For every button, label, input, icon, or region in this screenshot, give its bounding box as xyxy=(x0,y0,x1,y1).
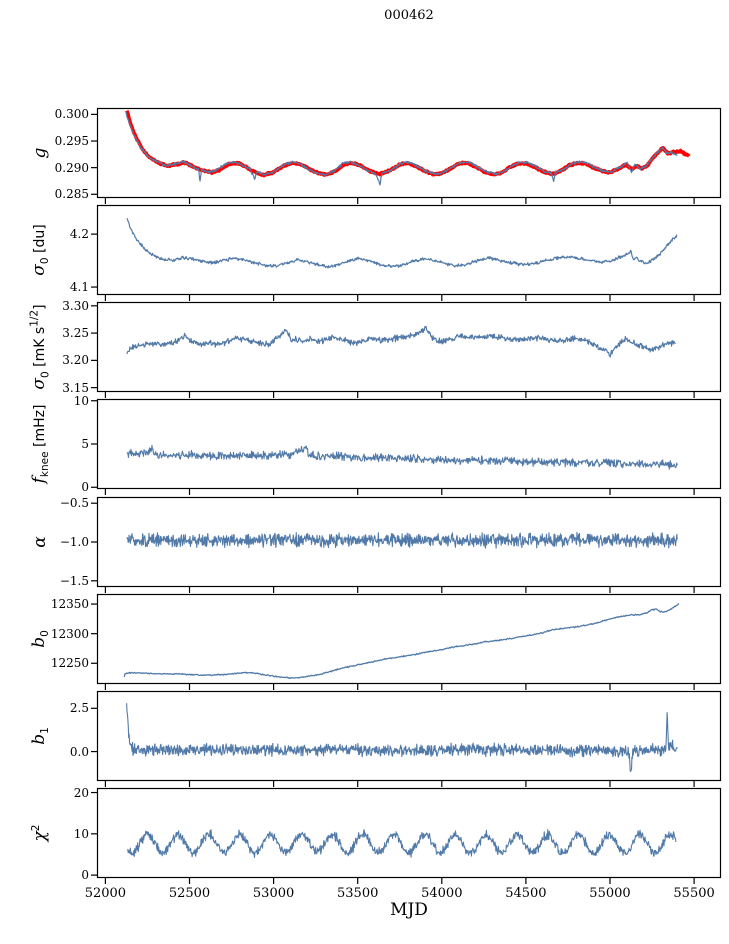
axes-frame xyxy=(98,303,721,392)
panel-alpha xyxy=(87,497,729,597)
series-sigma0-du xyxy=(127,218,677,268)
y-tick-label: 10 xyxy=(73,393,89,408)
panel-fknee xyxy=(87,399,729,499)
series-fknee xyxy=(127,445,677,469)
y-tick-label: −0.5 xyxy=(59,496,89,511)
panel-chi2 xyxy=(87,788,729,888)
y-tick-label: 4.1 xyxy=(69,280,89,295)
y-tick-label: 0.0 xyxy=(69,744,89,759)
y-tick-label: 2.5 xyxy=(69,701,89,716)
series-b0 xyxy=(124,604,679,679)
y-tick-label: 12250 xyxy=(50,656,89,671)
x-axis-label: MJD xyxy=(390,900,428,920)
y-tick-label: 12300 xyxy=(50,626,89,641)
y-tick-label: 0.290 xyxy=(54,160,89,175)
panel-b1 xyxy=(87,691,729,791)
y-axis-label-b0: $b_0$ xyxy=(28,630,52,648)
x-tick-label: 52000 xyxy=(84,886,127,901)
y-tick-label: 0.300 xyxy=(54,107,89,122)
x-tick-label: 54500 xyxy=(505,886,547,901)
y-axis-label-chi2: $\chi^2$ xyxy=(29,824,51,842)
y-tick-label: 12350 xyxy=(50,597,89,612)
y-axis-label-sigma0-du: $\sigma_0$ [du] xyxy=(28,224,52,276)
y-tick-label: 3.25 xyxy=(62,326,89,341)
figure-title: 000462 xyxy=(384,8,434,23)
y-axis-label-sigma0-mks: $\sigma_0$ [mK $s^{1/2}$] xyxy=(28,304,52,390)
y-tick-label: 0.295 xyxy=(54,134,89,149)
y-tick-label: 0.285 xyxy=(54,187,89,202)
axes-frame xyxy=(98,400,721,489)
y-tick-label: 4.2 xyxy=(69,227,89,242)
series-chi2 xyxy=(127,830,676,858)
x-tick-label: 53000 xyxy=(252,886,295,901)
series-g-data xyxy=(126,111,678,184)
y-tick-label: 3.15 xyxy=(62,380,89,395)
y-axis-label-alpha: α xyxy=(30,536,50,548)
axes-frame xyxy=(98,206,721,295)
y-tick-label: 0 xyxy=(81,868,89,883)
x-tick-label: 54000 xyxy=(421,886,463,901)
y-tick-label: 3.20 xyxy=(62,353,89,368)
series-sigma0-mks xyxy=(127,326,676,356)
axes-frame xyxy=(98,595,721,684)
y-axis-label-g: g xyxy=(30,147,50,159)
y-tick-label: 0 xyxy=(81,480,89,495)
y-tick-label: 3.30 xyxy=(62,298,89,313)
x-tick-label: 53500 xyxy=(337,886,379,901)
panel-sigma0-du xyxy=(87,205,729,305)
y-tick-label: 20 xyxy=(73,785,89,800)
panel-sigma0-mks xyxy=(87,302,729,402)
axes-frame xyxy=(98,692,721,781)
x-tick-label: 55000 xyxy=(589,886,631,901)
axes-frame xyxy=(98,789,721,878)
y-tick-label: 5 xyxy=(81,437,89,451)
panel-b0 xyxy=(87,594,729,694)
y-tick-label: −1.0 xyxy=(59,535,89,549)
axes-frame xyxy=(98,109,721,198)
series-alpha xyxy=(127,532,677,548)
y-tick-label: −1.5 xyxy=(59,573,89,588)
x-tick-label: 55500 xyxy=(673,886,715,901)
x-tick-label: 52500 xyxy=(168,886,211,901)
y-axis-label-fknee: $f_{knee}$ [mHz] xyxy=(28,404,52,484)
panel-g xyxy=(87,108,729,208)
y-tick-label: 10 xyxy=(73,826,89,841)
series-g-model xyxy=(127,111,689,176)
series-b1 xyxy=(127,703,678,771)
y-axis-label-b1: $b_1$ xyxy=(28,727,52,745)
